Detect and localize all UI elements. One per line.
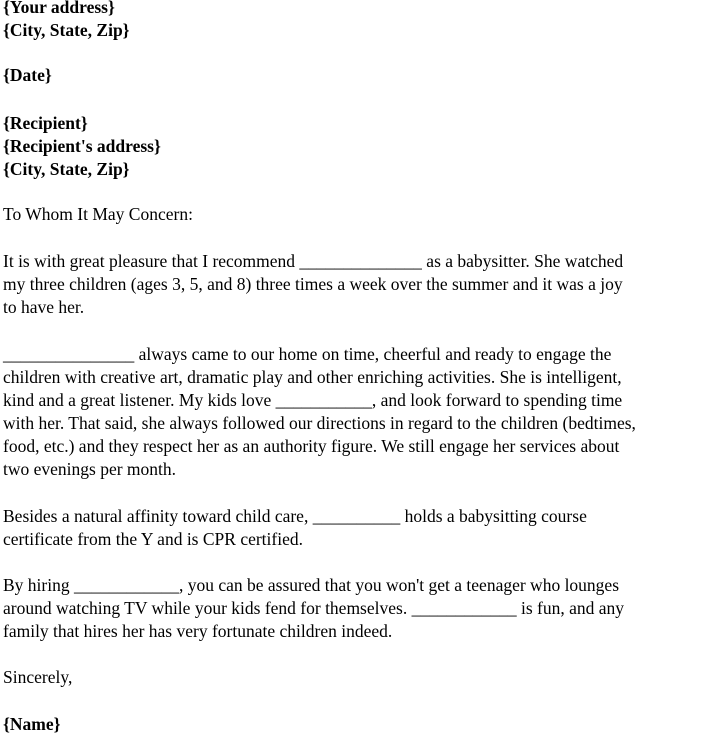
paragraph-line: with her. That said, she always followed our directions in regard to the children (bedtimes,: [3, 413, 636, 433]
paragraph-line: It is with great pleasure that I recommend ______________ as a babysitter. She watched: [3, 251, 624, 271]
paragraph-line: to have her.: [3, 297, 85, 317]
recipient-address: {Recipient's address}: [3, 136, 161, 156]
recipient-name: {Recipient}: [3, 113, 88, 133]
paragraph-line: family that hires her has very fortunate children indeed.: [3, 621, 393, 641]
paragraph-line: my three children (ages 3, 5, and 8) three times a week over the summer and it was a joy: [3, 274, 623, 294]
salutation: To Whom It May Concern:: [3, 204, 193, 224]
paragraph-line: children with creative art, dramatic play and other enriching activities. She is intelligent,: [3, 367, 622, 387]
recipient-city-state-zip: {City, State, Zip}: [3, 159, 130, 179]
paragraph-line: kind and a great listener. My kids love ___________, and look forward to spending time: [3, 390, 623, 410]
closing: Sincerely,: [3, 667, 73, 687]
paragraph-line: certificate from the Y and is CPR certified.: [3, 529, 303, 549]
paragraph-line: two evenings per month.: [3, 459, 177, 479]
paragraph-line: Besides a natural affinity toward child care, __________ holds a babysitting course: [3, 506, 587, 526]
paragraph-line: food, etc.) and they respect her as an authority figure. We still engage her services about: [3, 436, 620, 456]
paragraph-line: By hiring ____________, you can be assured that you won't get a teenager who lounges: [3, 575, 620, 595]
paragraph-line: _______________ always came to our home on time, cheerful and ready to engage the: [3, 344, 612, 364]
letter-date: {Date}: [3, 65, 52, 85]
paragraph-line: around watching TV while your kids fend for themselves. ____________ is fun, and any: [3, 598, 624, 618]
signature-name: {Name}: [3, 714, 61, 734]
sender-city-state-zip: {City, State, Zip}: [3, 20, 130, 40]
sender-address: {Your address}: [3, 0, 115, 17]
